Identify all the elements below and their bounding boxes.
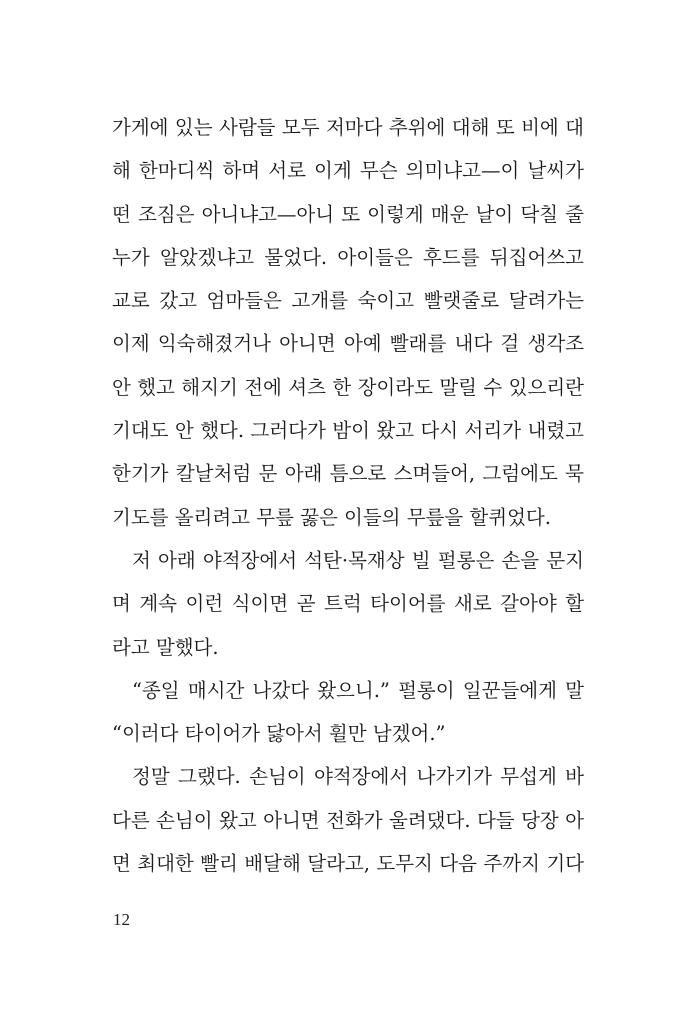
text-line: 며 계속 이런 식이면 곧 트럭 타이어를 새로 갈아야 할 [112, 592, 584, 616]
text-line: 라고 말했다. [112, 635, 219, 659]
text-line: “이러다 타이어가 닳아서 휠만 남겠어.” [112, 722, 446, 746]
text-line: 해 한마디씩 하며 서로 이게 무슨 의미냐고—이 날씨가 [112, 159, 584, 183]
text-line: 면 최대한 빨리 배달해 달라고, 도무지 다음 주까지 기다 [112, 852, 584, 876]
text-line: 교로 갔고 엄마들은 고개를 숙이고 빨랫줄로 달려가는 [112, 289, 584, 313]
text-line: 이제 익숙해졌거나 아니면 아예 빨래를 내다 걸 생각조 [112, 332, 584, 356]
text-line: 안 했고 해지기 전에 셔츠 한 장이라도 말릴 수 있으리란 [112, 375, 584, 399]
text-line: 한기가 칼날처럼 문 아래 틈으로 스며들어, 그럼에도 묵 [112, 462, 584, 486]
text-line: 기도를 올리려고 무릎 꿇은 이들의 무릎을 할퀴었다. [112, 505, 551, 529]
text-line: 떤 조짐은 아니냐고—아니 또 이렇게 매운 날이 닥칠 줄 [112, 202, 584, 226]
text-line: 다른 손님이 왔고 아니면 전화가 울려댔다. 다들 당장 아 [112, 808, 584, 832]
text-line: “종일 매시간 나갔다 왔으니.” 펄롱이 일꾼들에게 말 [132, 678, 584, 702]
page-number: 12 [113, 910, 130, 929]
body-text [112, 108, 584, 887]
text-line: 누가 알았겠냐고 물었다. 아이들은 후드를 뒤집어쓰고 [112, 245, 584, 269]
text-line: 정말 그랬다. 손님이 야적장에서 나가기가 무섭게 바 [132, 765, 584, 789]
text-line: 기대도 안 했다. 그러다가 밤이 왔고 다시 서리가 내렸고 [112, 419, 584, 443]
text-line: 저 아래 야적장에서 석탄·목재상 빌 펄롱은 손을 문지 [132, 548, 584, 572]
text-line: 가게에 있는 사람들 모두 저마다 추위에 대해 또 비에 대 [112, 116, 584, 139]
